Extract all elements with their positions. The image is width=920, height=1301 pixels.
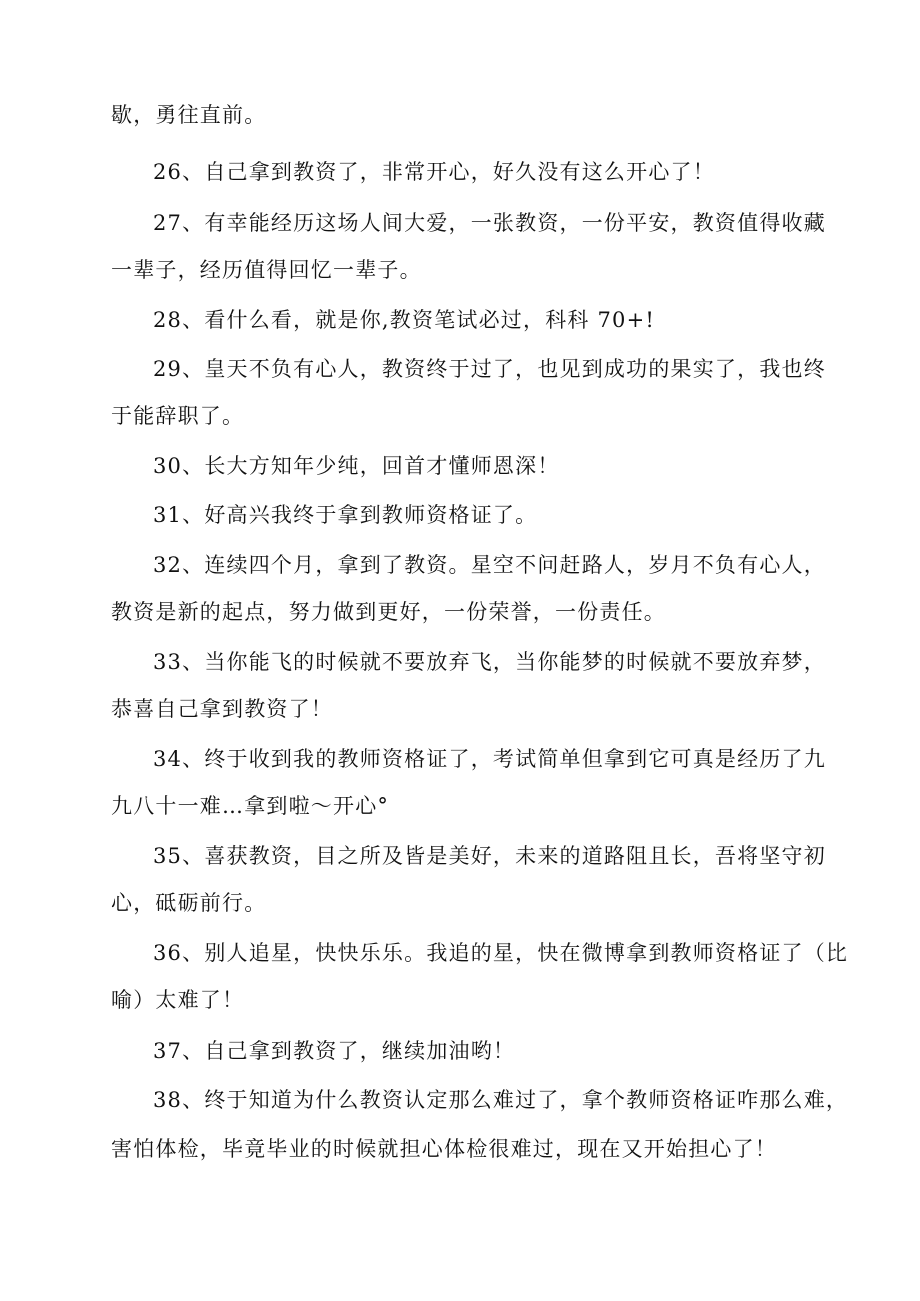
text-line: 27、有幸能经历这场人间大爱，一张教资，一份平安，教资值得收藏 <box>153 211 826 235</box>
text-line: 30、长大方知年少纯，回首才懂师恩深！ <box>153 454 560 478</box>
text-line: 26、自己拿到教资了，非常开心，好久没有这么开心了！ <box>153 160 715 184</box>
text-line: 喻）太难了！ <box>111 988 245 1012</box>
text-line: 心，砥砺前行。 <box>111 891 267 915</box>
text-line: 31、好高兴我终于拿到教师资格证了。 <box>153 503 538 527</box>
text-line: 36、别人追星，快快乐乐。我追的星，快在微博拿到教师资格证了（比 <box>153 941 849 965</box>
text-line: 一辈子，经历值得回忆一辈子。 <box>111 258 422 282</box>
text-line: 于能辞职了。 <box>111 404 245 428</box>
text-line: 九八十一难…拿到啦～开心° <box>111 794 390 818</box>
text-line: 33、当你能飞的时候就不要放弃飞，当你能梦的时候就不要放弃梦， <box>153 650 826 674</box>
text-line: 35、喜获教资，目之所及皆是美好，未来的道路阻且长，吾将坚守初 <box>153 844 826 868</box>
text-line: 29、皇天不负有心人，教资终于过了，也见到成功的果实了，我也终 <box>153 357 826 381</box>
text-line: 害怕体检，毕竟毕业的时候就担心体检很难过，现在又开始担心了！ <box>111 1137 777 1161</box>
text-line: 32、连续四个月，拿到了教资。星空不问赶路人，岁月不负有心人， <box>153 553 826 577</box>
text-line: 34、终于收到我的教师资格证了，考试简单但拿到它可真是经历了九 <box>153 747 826 771</box>
text-line: 28、看什么看，就是你,教资笔试必过，科科 70+! <box>153 308 656 332</box>
text-line: 歇，勇往直前。 <box>111 103 267 127</box>
text-line: 38、终于知道为什么教资认定那么难过了，拿个教师资格证咋那么难， <box>153 1088 849 1112</box>
text-line: 教资是新的起点，努力做到更好，一份荣誉，一份责任。 <box>111 600 666 624</box>
text-line: 37、自己拿到教资了，继续加油哟！ <box>153 1039 516 1063</box>
text-line: 恭喜自己拿到教资了！ <box>111 697 333 721</box>
